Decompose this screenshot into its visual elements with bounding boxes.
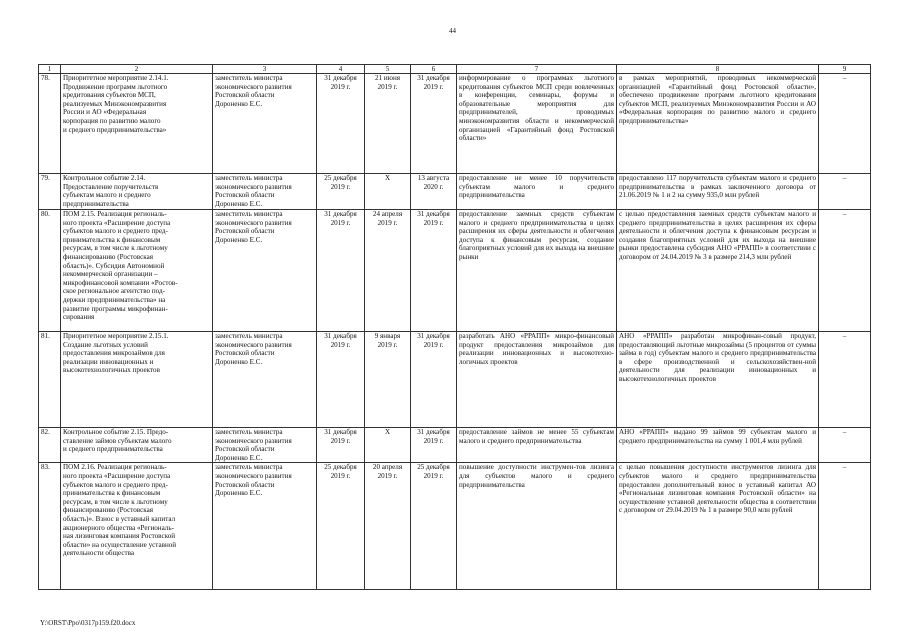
plan-date-cell: 31 декабря 2019 г. [317, 210, 365, 332]
fact-date-cell: 31 декабря 2019 г. [411, 74, 457, 174]
fact-date-cell: 25 декабря 2019 г. [411, 463, 457, 590]
fact-date-cell: 31 декабря 2019 г. [411, 428, 457, 463]
actual-result-cell: в рамках мероприятий, проводимых некоммерческой организацией «Гарантийный фонд Ростовской области», обеспечено продвижение программ льготного кредитования субъектов МСП, реализуемых Минэкономразвития России и АО «Федеральная корпорация по развитию малого и среднего предпринимательства» [617, 74, 819, 174]
expected-result-cell: повышение доступности инструмен-тов лизинга для субъектов малого и среднего предпринимательства [457, 463, 617, 590]
header-cell: 9 [819, 65, 871, 74]
expected-result-cell: предоставление заемных средств субъектам малого и среднего предпринимательства в целях расширения их сферы деятельности и облегчения доступа к финансовым ресурсам, создание благоприятных условий для их выхода на внешние рынки [457, 210, 617, 332]
fact-date-cell: 31 декабря 2019 г. [411, 332, 457, 428]
header-cell: 6 [411, 65, 457, 74]
note-cell: – [819, 463, 871, 590]
header-cell: 3 [213, 65, 317, 74]
header-cell: 2 [61, 65, 213, 74]
expected-result-cell: разработать АНО «РРАПП» микро-финансовый продукт предоставления микрозаймов для реализации инновационных и высокотехно-логичных проектов [457, 332, 617, 428]
plan-date-cell: 31 декабря 2019 г. [317, 332, 365, 428]
header-cell: 5 [365, 65, 411, 74]
header-cell: 8 [617, 65, 819, 74]
actual-result-cell: с целью предоставления заемных средств субъектам малого и среднего предпринимательства в целях расширения их сферы деятельности и облегчения доступа к финансовым ресурсам и создания благоприятных условий для их выхода на внешние рынки предоставлена субсидия АНО «РРАПП» в соответствии с договором от 24.04.2019 № 3 в размере 214,3 млн рублей [617, 210, 819, 332]
start-date-cell: 21 июня 2019 г. [365, 74, 411, 174]
table-row [39, 428, 871, 463]
expected-result-cell: информирование о программах льготного кредитования субъектов МСП среди вовлеченных в конференции, семинары, форумы и образовательные мероприятия для предпринимателей, проводимых минэкономразвития области и некоммерческой организацией «Гарантийный фонд Ростовской области» [457, 74, 617, 174]
responsible-person-cell: заместитель министра экономического развития Ростовской области Дороненко Е.С. [213, 332, 317, 428]
fact-date-cell: 13 августа 2020 г. [411, 174, 457, 210]
header-cell: 1 [39, 65, 61, 74]
table-row [39, 210, 871, 332]
fact-date-cell: 31 декабря 2019 г. [411, 210, 457, 332]
start-date-cell: 20 апреля 2019 г. [365, 463, 411, 590]
page-number: 44 [449, 27, 456, 35]
file-path-footer: Y:\ORST\Ppo\0317p159.f20.docx [40, 619, 136, 627]
responsible-person-cell: заместитель министра экономического развития Ростовской области Дороненко Е.С. [213, 174, 317, 210]
note-cell: – [819, 74, 871, 174]
row-number-cell: 81. [39, 332, 61, 428]
report-table [38, 64, 871, 590]
responsible-person-cell: заместитель министра экономического развития Ростовской области Дороненко Е.С. [213, 210, 317, 332]
header-cell: 4 [317, 65, 365, 74]
row-number-cell: 79. [39, 174, 61, 210]
plan-date-cell: 25 декабря 2019 г. [317, 174, 365, 210]
note-cell: – [819, 174, 871, 210]
responsible-person-cell: заместитель министра экономического развития Ростовской области Дороненко Е.С. [213, 428, 317, 463]
event-name-cell: Контрольное событие 2.14. Предоставление поручительств субъектам малого и среднего предпринимательства [61, 174, 213, 210]
note-cell: – [819, 332, 871, 428]
plan-date-cell: 31 декабря 2019 г. [317, 428, 365, 463]
event-name-cell: ПОМ 2.16. Реализация региональ- ного проекта «Расширение доступа субъектов малого и среднего пред- принимательства к финансовым ресурсам, в том числе к льготному финансированию (Ростовская область)». Взнос в уставный капитал акционерного общества «Региональ- ная лизинговая компания Ростовской области» на осуществление уставной деятельности общества [61, 463, 213, 590]
actual-result-cell: предоставлено 117 поручительств субъектам малого и среднего предпринимательства в рамках заключенного договора от 21.06.2019 № 1 и 2 на сумму 935,0 млн рублей [617, 174, 819, 210]
row-number-cell: 80. [39, 210, 61, 332]
table-row [39, 332, 871, 428]
note-cell: – [819, 428, 871, 463]
row-number-cell: 82. [39, 428, 61, 463]
event-name-cell: Приоритетное мероприятие 2.14.1. Продвижение программ льготного кредитования субъектов МСП, реализуемых Минэкономразвития России и АО «Федеральная корпорация по развитию малого и среднего предпринимательства» [61, 74, 213, 174]
note-cell: – [819, 210, 871, 332]
start-date-cell: 9 января 2019 г. [365, 332, 411, 428]
event-name-cell: Приоритетное мероприятие 2.15.1. Создание льготных условий предоставления микрозаймов для реализации инновационных и высокотехнологичных проектов [61, 332, 213, 428]
actual-result-cell: АНО «РРАПП» выдано 99 займов 99 субъектам малого и среднего предпринимательства на сумму 1 001,4 млн рублей [617, 428, 819, 463]
table-row [39, 174, 871, 210]
table-row [39, 74, 871, 174]
actual-result-cell: с целью повышения доступности инструментов лизинга для субъектов малого и среднего предпринимательства предоставлен дополнительный взнос в уставный капитал АО «Региональная лизинговая компания Ростовской области» на осуществление уставной деятельности общества в соответствии с договором от 29.04.2019 № 1 в размере 90,0 млн рублей [617, 463, 819, 590]
row-number-cell: 78. [39, 74, 61, 174]
responsible-person-cell: заместитель министра экономического развития Ростовской области Дороненко Е.С. [213, 74, 317, 174]
header-cell: 7 [457, 65, 617, 74]
start-date-cell: 24 апреля 2019 г. [365, 210, 411, 332]
table-row [39, 463, 871, 590]
start-date-cell: Х [365, 428, 411, 463]
row-number-cell: 83. [39, 463, 61, 590]
expected-result-cell: предоставление не менее 10 поручительств субъектам малого и среднего предпринимательства [457, 174, 617, 210]
event-name-cell: Контрольное событие 2.15. Предо- ставление займов субъектам малого и среднего предпринимательства [61, 428, 213, 463]
expected-result-cell: предоставление займов не менее 55 субъектам малого и среднего предпринимательства [457, 428, 617, 463]
table-header-row [39, 65, 871, 74]
event-name-cell: ПОМ 2.15. Реализация региональ- ного проекта «Расширение доступа субъектов малого и среднего пред- принимательства к финансовым ресурсам, в том числе к льготному финансированию (Ростовская область)». Субсидия Автономной некоммерческой организации – микрофинансовой компании «Ростов- ское региональное агентство под- держки предпринимательства» на развитие программы микрофинан- сирования [61, 210, 213, 332]
plan-date-cell: 25 декабря 2019 г. [317, 463, 365, 590]
actual-result-cell: АНО «РРАПП» разработан микрофинан-совый продукт, предоставляющий льготные микрозаймы (5 процентов от суммы займа в год) субъектам малого и среднего предпринимательства в сфере производственной и сельскохозяйствен-ной деятельности для реализации инновационных и высокотехнологичных проектов [617, 332, 819, 428]
start-date-cell: Х [365, 174, 411, 210]
responsible-person-cell: заместитель министра экономического развития Ростовской области Дороненко Е.С. [213, 463, 317, 590]
plan-date-cell: 31 декабря 2019 г. [317, 74, 365, 174]
